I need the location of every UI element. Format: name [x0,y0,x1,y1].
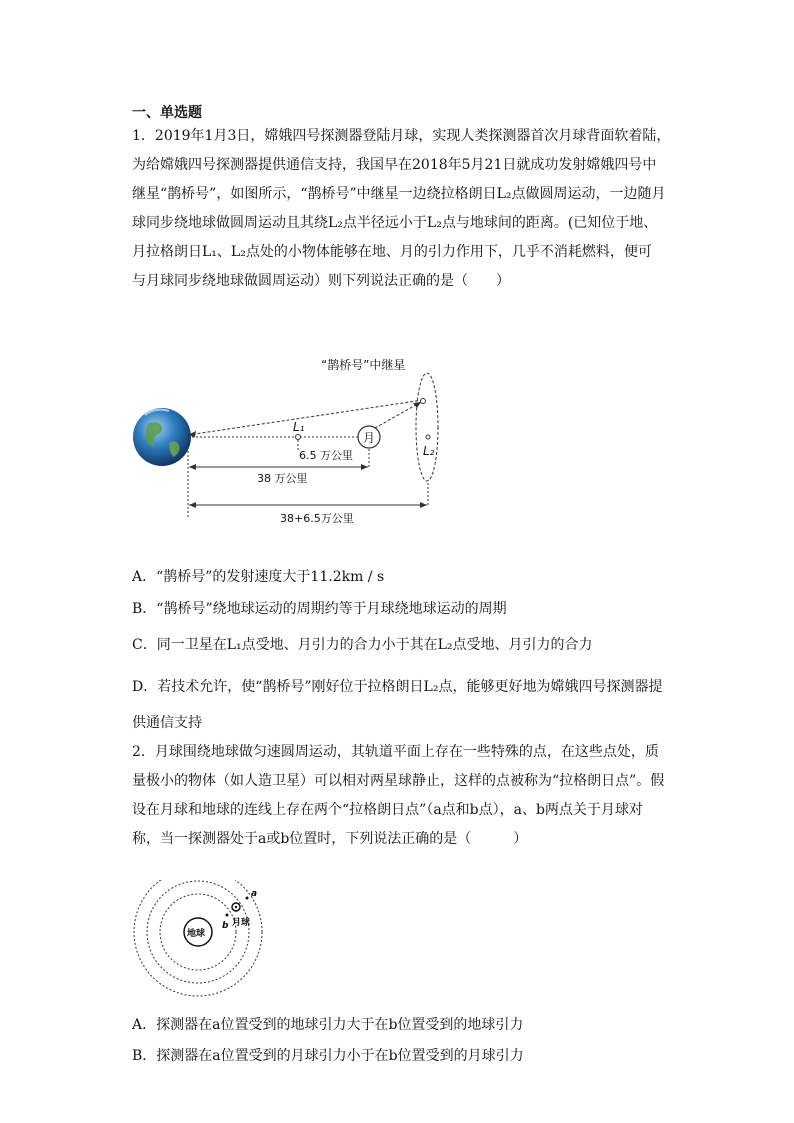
q2-line: 设在月球和地球的连线上存在两个“拉格朗日点”（a点和b点），a、b两点关于月球对 [132,802,643,818]
point-b [226,914,229,917]
l2-point [426,435,430,439]
l1-point [296,435,301,440]
point-a-label: a [251,889,258,899]
point-b-label: b [222,921,229,931]
q2-line: 称，当一探测器处于a或b位置时，下列说法正确的是（ ） [132,831,528,847]
q1-option-c[interactable]: C．同一卫星在L₁点受地、月引力的合力小于其在L₂点受地、月引力的合力 [132,637,593,653]
figure-lagrange-points [130,880,270,1005]
relay-label: “鹊桥号”中继星 [321,358,406,372]
q2-option-a[interactable]: A．探测器在a位置受到的地球引力大于在b位置受到的地球引力 [132,1017,524,1033]
earth-icon [133,408,191,466]
question-1-stem [132,122,672,296]
l1-label: L₁ [293,420,305,434]
point-a [246,897,249,900]
q1-option-d-continued: 供通信支持 [132,715,202,731]
dist-earth-l2-label: 38+6.5万公里 [280,512,354,525]
q2-option-b[interactable]: B．探测器在a位置受到的月球引力小于在b位置受到的月球引力 [132,1048,524,1064]
q2-line: 2．月球围绕地球做匀速圆周运动，其轨道平面上存在一些特殊的点，在这些点处，质 [132,744,659,760]
q2-line: 量极小的物体（如人造卫星）可以相对两星球静止，这样的点被称为“拉格朗日点”。假 [132,773,665,789]
section-title: 一、单选题 [132,105,202,121]
q1-option-a[interactable]: A．“鹊桥号”的发射速度大于11.2km / s [132,569,385,585]
question-2-stem [132,738,672,854]
dist-earth-moon-label: 38 万公里 [257,472,308,485]
moon-label: 月 [363,431,376,445]
q1-line: 为给嫦娥四号探测器提供通信支持，我国早在2018年5月21日就成功发射嫦娥四号中 [132,157,657,173]
earth-label: 地球 [187,929,206,939]
q1-line: 球同步绕地球做圆周运动且其绕L₂点半径远小于L₂点与地球间的距离。(已知位于地、 [132,215,658,231]
figure-earth-moon-l2 [125,345,455,530]
q1-line: 月拉格朗日L₁、L₂点处的小物体能够在地、月的引力作用下，几乎不消耗燃料，便可 [132,244,652,260]
dist-moon-l2-label: 6.5 万公里 [299,449,353,462]
q1-line: 1．2019年1月3日，嫦娥四号探测器登陆月球，实现人类探测器首次月球背面软着陆， [132,128,671,144]
q1-option-b[interactable]: B．“鹊桥号”绕地球运动的周期约等于月球绕地球运动的周期 [132,601,507,617]
moon-label: 月球 [232,918,251,928]
relay-satellite-icon [421,399,426,404]
q1-line: 与月球同步绕地球做圆周运动）则下列说法正确的是（ ） [132,273,510,289]
q1-option-d[interactable]: D．若技术允许，使“鹊桥号”刚好位于拉格朗日L₂点，能够更好地为嫦娥四号探测器提 [132,679,663,695]
q1-line: 继星“鹊桥号”，如图所示，“鹊桥号”中继星一边绕拉格朗日L₂点做圆周运动，一边随月 [132,186,666,202]
l2-label: L₂ [423,444,435,458]
